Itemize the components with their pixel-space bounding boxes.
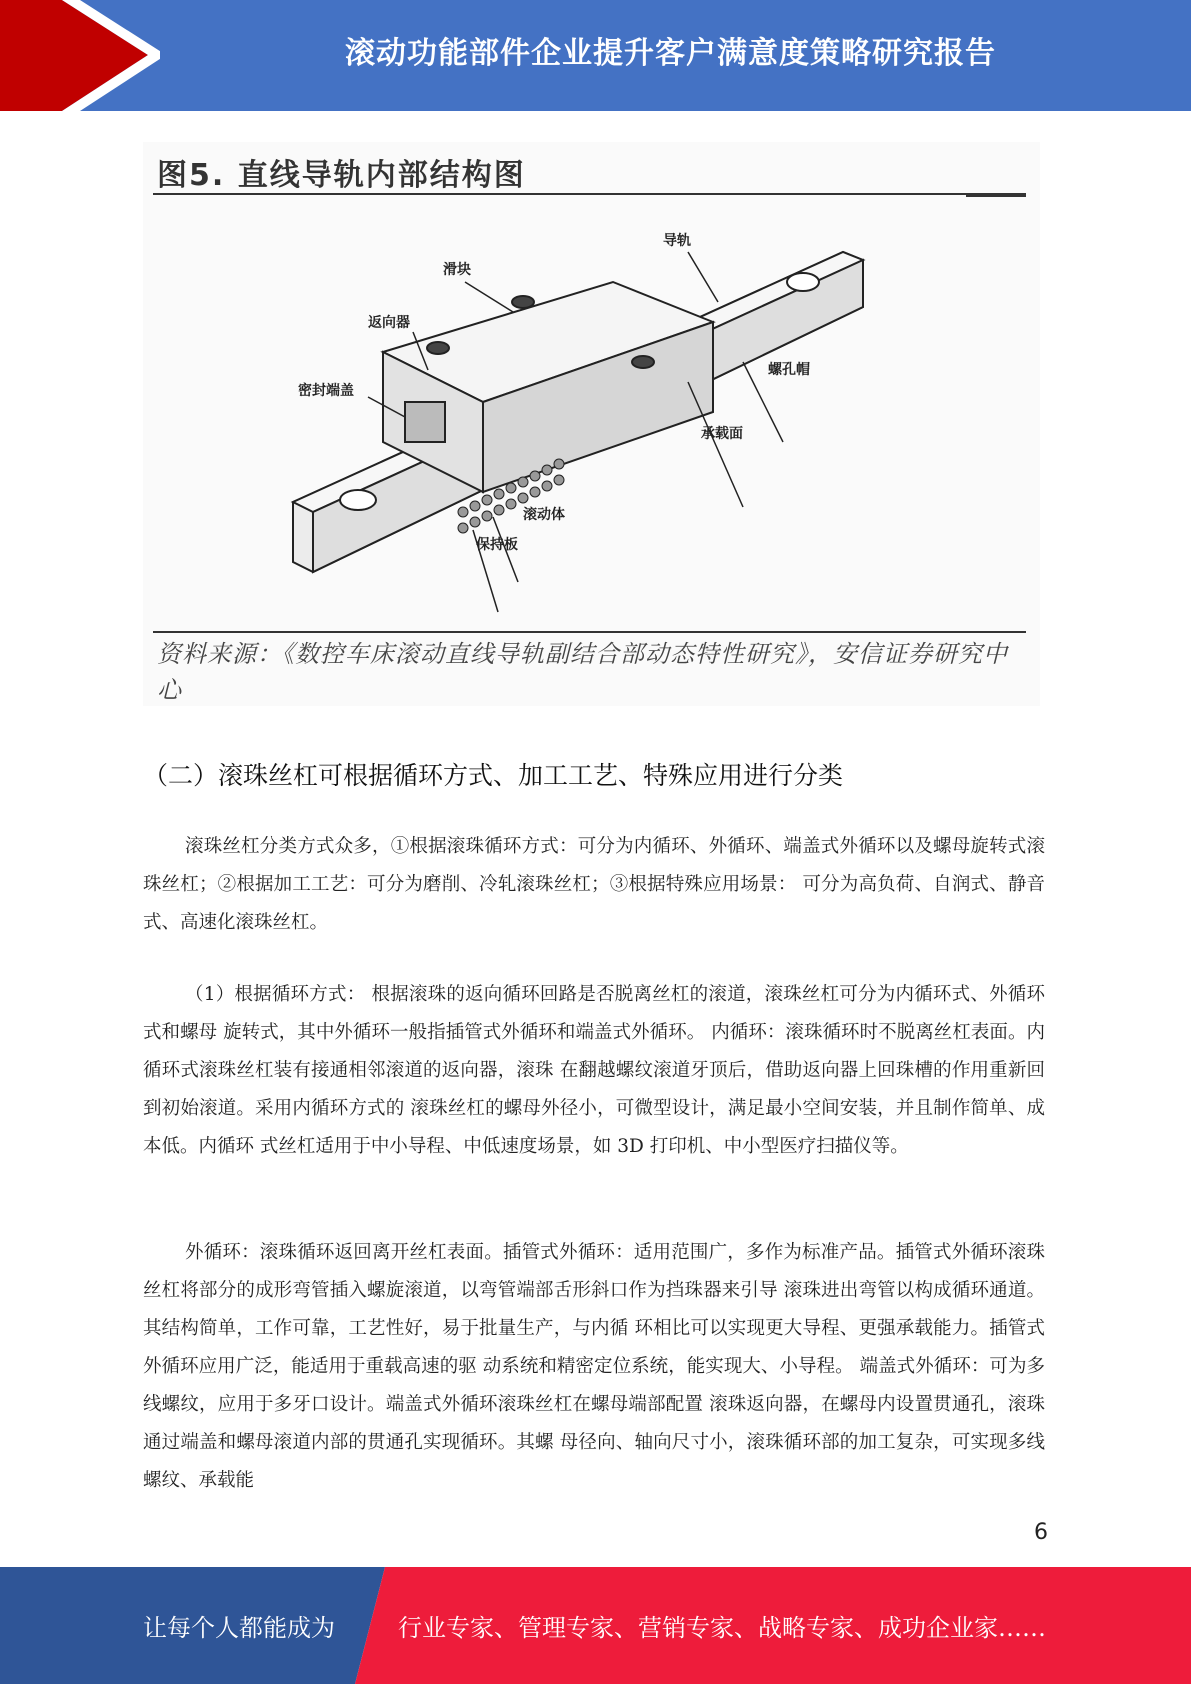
label-rolling-body: 滚动体 xyxy=(523,507,565,523)
footer-slogan-right: 行业专家、管理专家、营销专家、战略专家、成功企业家…… xyxy=(398,1614,1046,1642)
figure-source: 资料来源：《数控车床滚动直线导轨副结合部动态特性研究》，安信证券研究中心 xyxy=(157,640,1008,704)
label-retainer-plate: 保持板 xyxy=(476,537,518,553)
paragraph-circulation: （1）根据循环方式： 根据滚珠的返向循环回路是否脱离丝杠的滚道，滚珠丝杠可分为内循环式、外循环式和螺母 旋转式，其中外循环一般指插管式外循环和端盖式外循环。 内循环：滚珠循环时不脱离丝杠表面。内循环式滚珠丝杠装有接通相邻滚道的返向器，滚珠 在翻越螺纹滚道牙顶后，借助返向器上回珠槽的作用重新回到初始滚道。采用内循环方式的 滚珠丝杠的螺母外径小，可微型设计，满足最小空间安装，并且制作简单、成本低。内循环 式丝杠适用于中小导程、中低速度场景，如 3D 打印机、中小型医疗扫描仪等。 xyxy=(143,984,1045,1157)
figure-top-rule xyxy=(153,193,1026,195)
section-heading: （二）滚珠丝杠可根据循环方式、加工工艺、特殊应用进行分类 xyxy=(143,761,844,790)
footer-slogan-left: 让每个人都能成为 xyxy=(143,1614,335,1642)
header-title: 滚动功能部件企业提升客户满意度策略研究报告 xyxy=(345,36,996,71)
label-screw-cap: 螺孔帽 xyxy=(768,362,810,378)
linear-guide-diagram xyxy=(143,212,1040,622)
header-chevron-decoration xyxy=(0,0,160,111)
page-header xyxy=(0,0,1191,111)
page-number: 6 xyxy=(1034,1520,1048,1545)
label-reverser: 返向器 xyxy=(368,315,410,331)
label-bearing-surface: 承载面 xyxy=(701,426,743,442)
figure-top-rule-accent xyxy=(966,195,1026,197)
figure-linear-guide xyxy=(143,142,1040,706)
page-footer xyxy=(0,1567,1191,1684)
label-slider: 滑块 xyxy=(443,262,471,278)
paragraph-classification: 滚珠丝杠分类方式众多，①根据滚珠循环方式：可分为内循环、外循环、端盖式外循环以及螺母旋转式滚珠丝杠；②根据加工工艺：可分为磨削、冷轧滚珠丝杠；③根据特殊应用场景： 可分为高负荷、自润式、静音式、高速化滚珠丝杠。 xyxy=(143,836,1045,933)
figure-bottom-rule xyxy=(153,631,1026,633)
figure-title: 图5. 直线导轨内部结构图 xyxy=(157,158,526,193)
slider-block xyxy=(383,282,713,492)
label-rail: 导轨 xyxy=(663,233,691,249)
label-seal-cap: 密封端盖 xyxy=(298,383,354,399)
paragraph-external-circulation: 外循环：滚珠循环返回离开丝杠表面。插管式外循环：适用范围广，多作为标准产品。插管式外循环滚珠丝杠将部分的成形弯管插入螺旋滚道，以弯管端部舌形斜口作为挡珠器来引导 滚珠进出弯管以构成循环通道。其结构简单，工作可靠，工艺性好，易于批量生产，与内循 环相比可以实现更大导程、更强承载能力。插管式外循环应用广泛，能适用于重载高速的驱 动系统和精密定位系统，能实现大、小导程。 端盖式外循环：可为多线螺纹，应用于多牙口设计。端盖式外循环滚珠丝杠在螺母端部配置 滚珠返向器，在螺母内设置贯通孔，滚珠通过端盖和螺母滚道内部的贯通孔实现循环。其螺 母径向、轴向尺寸小，滚珠循环部的加工复杂，可实现多线螺纹、承载能 xyxy=(143,1242,1045,1491)
